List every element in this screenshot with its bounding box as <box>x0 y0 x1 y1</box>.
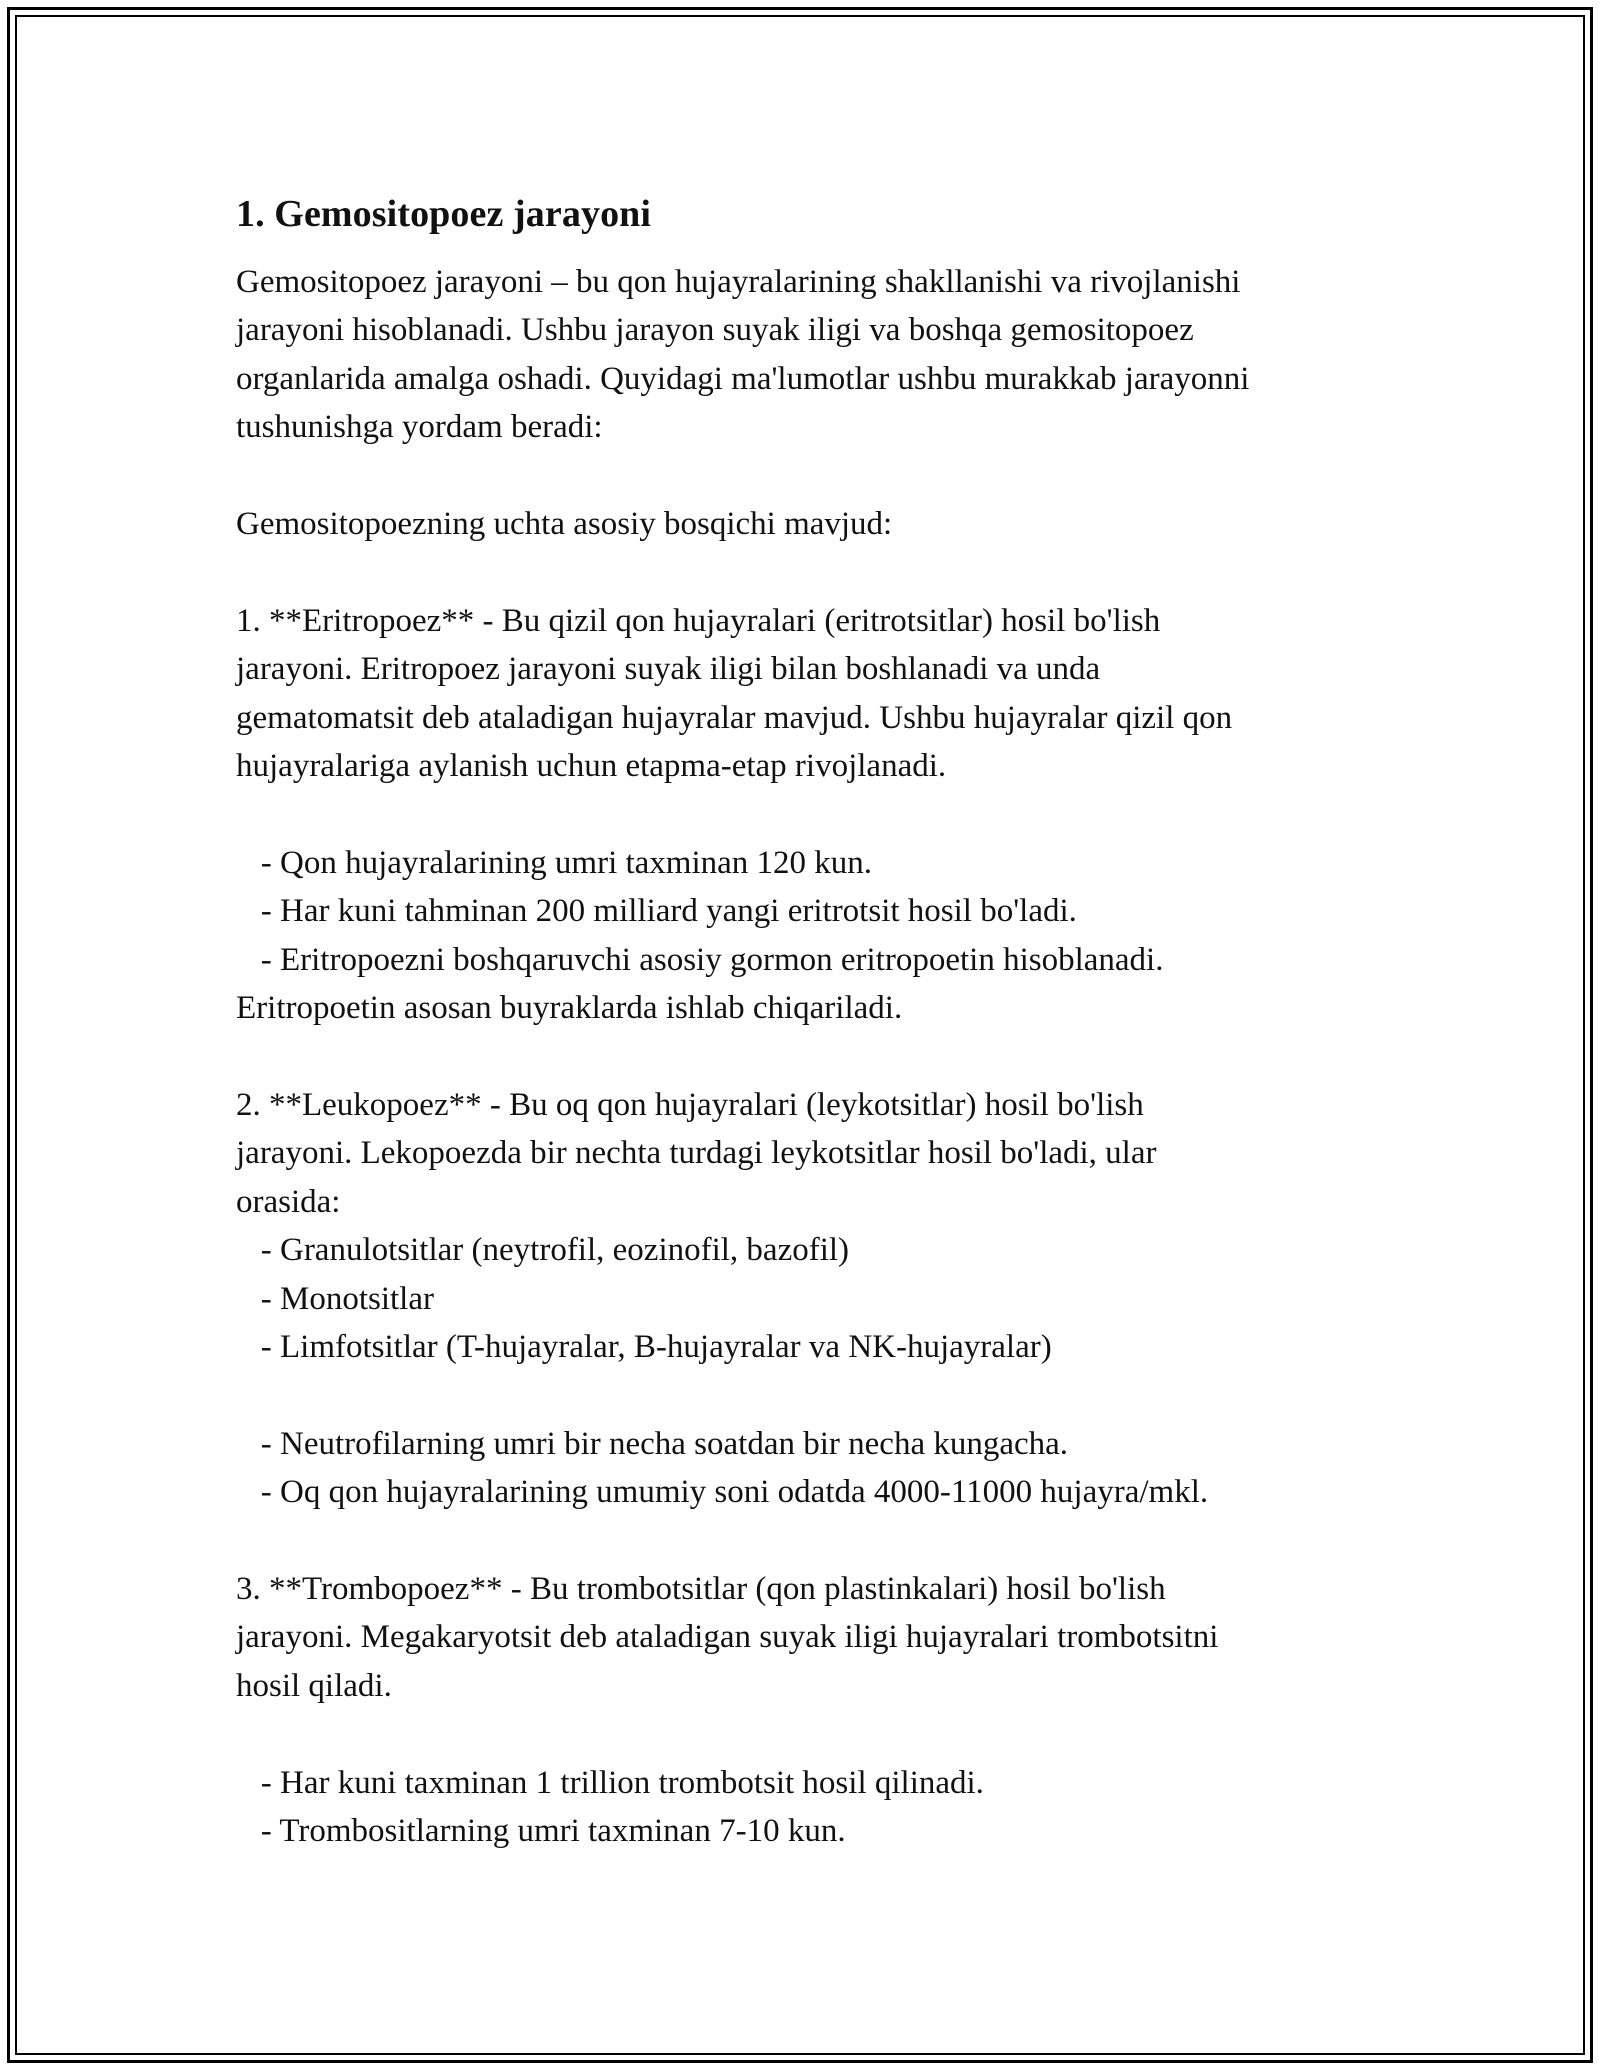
blank-line <box>236 1371 1396 1419</box>
text-line: - Limfotsitlar (T-hujayralar, B-hujayralar va NK-hujayralar) <box>236 1328 1052 1365</box>
text-line: jarayoni. Eritropoez jarayoni suyak iligi bilan boshlanadi va unda <box>236 651 1101 688</box>
blank-line <box>236 548 1396 596</box>
text-line: jarayoni. Megakaryotsit deb ataladigan suyak iligi hujayralari trombotsitni <box>236 1619 1219 1656</box>
section-heading: 1. Gemositopoez jarayoni <box>236 193 652 235</box>
text-line: Eritropoetin asosan buyraklarda ishlab chiqariladi. <box>236 990 903 1027</box>
text-line: 2. **Leukopoez** - Bu oq qon hujayralari (leykotsitlar) hosil bo'lish <box>236 1086 1144 1123</box>
text-line: - Qon hujayralarining umri taxminan 120 kun. <box>236 844 873 881</box>
blank-line <box>236 1710 1396 1758</box>
text-line: - Neutrofilarning umri bir necha soatdan bir necha kungacha. <box>236 1425 1069 1462</box>
text-line: gematomatsit deb ataladigan hujayralar mavjud. Ushbu hujayralar qizil qon <box>236 699 1233 736</box>
text-line: hujayralariga aylanish uchun etapma-etap rivojlanadi. <box>236 748 947 785</box>
text-line: - Eritropoezni boshqaruvchi asosiy gormon eritropoetin hisoblanadi. <box>236 941 1164 978</box>
text-line: organlarida amalga oshadi. Quyidagi ma'lumotlar ushbu murakkab jarayonni <box>236 360 1250 397</box>
text-line: 1. **Eritropoez** - Bu qizil qon hujayralari (eritrotsitlar) hosil bo'lish <box>236 602 1161 639</box>
text-line: - Har kuni tahminan 200 milliard yangi eritrotsit hosil bo'ladi. <box>236 893 1077 930</box>
text-line: jarayoni hisoblanadi. Ushbu jarayon suyak iligi va boshqa gemositopoez <box>236 312 1194 349</box>
text-line: tushunishga yordam beradi: <box>236 409 603 446</box>
text-line: - Oq qon hujayralarining umumiy soni odatda 4000-11000 hujayra/mkl. <box>236 1474 1209 1511</box>
blank-line <box>236 1517 1396 1565</box>
text-line: - Monotsitlar <box>236 1280 434 1317</box>
text-line: orasida: <box>236 1183 341 1220</box>
document-text <box>236 258 1396 1855</box>
text-line: - Har kuni taxminan 1 trillion trombotsit hosil qilinadi. <box>236 1764 984 1801</box>
document-body <box>236 186 1396 1855</box>
text-line: - Granulotsitlar (neytrofil, eozinofil, bazofil) <box>236 1232 850 1269</box>
text-line: jarayoni. Lekopoezda bir nechta turdagi leykotsitlar hosil bo'ladi, ular <box>236 1135 1157 1172</box>
blank-line <box>236 790 1396 838</box>
text-line: 3. **Trombopoez** - Bu trombotsitlar (qon plastinkalari) hosil bo'lish <box>236 1570 1166 1607</box>
text-line: - Trombositlarning umri taxminan 7-10 kun. <box>236 1813 846 1849</box>
blank-line <box>236 1033 1396 1081</box>
blank-line <box>236 452 1396 500</box>
text-line: Gemositopoezning uchta asosiy bosqichi mavjud: <box>236 506 893 543</box>
text-line: hosil qiladi. <box>236 1667 392 1704</box>
text-line: Gemositopoez jarayoni – bu qon hujayralarining shakllanishi va rivojlanishi <box>236 264 1241 300</box>
